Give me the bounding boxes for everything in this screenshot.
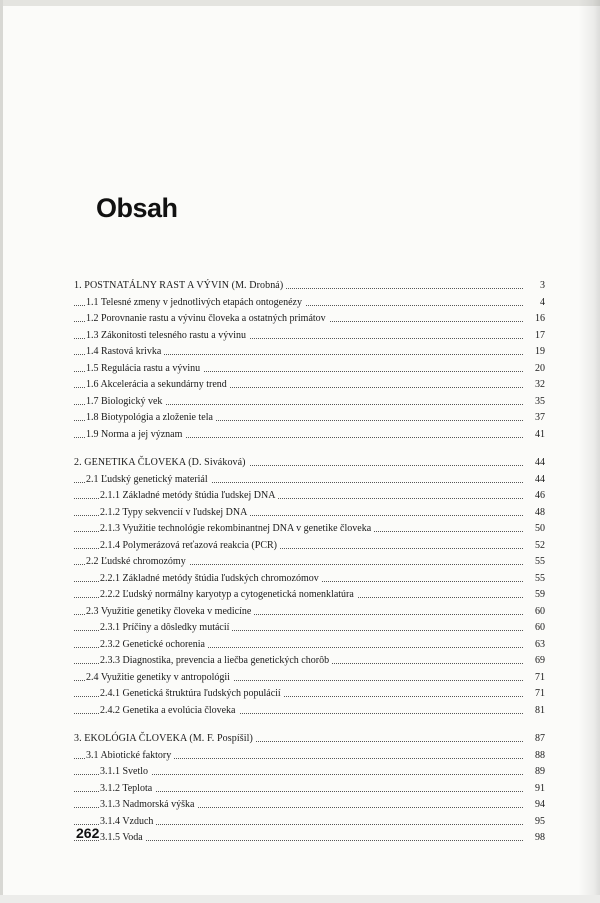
toc-entry-label: 1. POSTNATÁLNY RAST A VÝVIN (M. Drobná)	[74, 279, 286, 293]
toc-entry-page: 55	[523, 572, 545, 586]
toc-entry-label: 1.9 Norma a jej význam	[86, 428, 185, 442]
toc-entry-page: 55	[523, 555, 545, 569]
toc-entry	[74, 522, 545, 536]
toc-entry	[74, 831, 545, 845]
toc-entry	[74, 395, 545, 409]
toc-entry	[74, 312, 545, 326]
toc-entry	[74, 782, 545, 796]
toc-entry-page: 44	[523, 456, 545, 470]
toc-entry-label: 2. GENETIKA ČLOVEKA (D. Siváková)	[74, 456, 249, 470]
toc-entry	[74, 815, 545, 829]
toc-entry	[74, 539, 545, 553]
toc-entry-label: 2.1.1 Základné metódy štúdia ľudskej DNA	[100, 489, 278, 503]
toc-entry-page: 60	[523, 605, 545, 619]
toc-entry-page: 37	[523, 411, 545, 425]
toc-entry-label: 3.1 Abiotické faktory	[86, 749, 174, 763]
toc-entry-label: 2.1.2 Typy sekvencií v ľudskej DNA	[100, 506, 250, 520]
toc-entry-page: 71	[523, 671, 545, 685]
toc-entry	[74, 687, 545, 701]
scan-bottom-edge	[0, 895, 600, 903]
toc-entry	[74, 555, 545, 569]
toc-entry-page: 81	[523, 704, 545, 718]
toc-entry-label: 3. EKOLÓGIA ČLOVEKA (M. F. Pospíšil)	[74, 732, 256, 746]
toc-entry-label: 2.3.2 Genetické ochorenia	[100, 638, 208, 652]
toc-entry-page: 89	[523, 765, 545, 779]
toc-entry	[74, 704, 545, 718]
toc-entry-page: 98	[523, 831, 545, 845]
toc-entry-label: 1.4 Rastová krivka	[86, 345, 164, 359]
toc-entry-label: 3.1.1 Svetlo	[100, 765, 151, 779]
toc-entry-label: 2.2 Ľudské chromozómy	[86, 555, 189, 569]
toc-entry-page: 87	[523, 732, 545, 746]
toc-entry	[74, 671, 545, 685]
toc-entry-page: 44	[523, 473, 545, 487]
toc-entry-label: 1.7 Biologický vek	[86, 395, 165, 409]
toc-entry-page: 95	[523, 815, 545, 829]
page-title: Obsah	[96, 193, 178, 223]
scan-top-edge	[0, 0, 600, 6]
toc-entry-page: 32	[523, 378, 545, 392]
toc-entry-page: 46	[523, 489, 545, 503]
toc-entry	[74, 473, 545, 487]
toc-entry-label: 1.3 Zákonitosti telesného rastu a vývinu	[86, 329, 249, 343]
toc-entry	[74, 765, 545, 779]
toc-entry	[74, 329, 545, 343]
toc-entry-label: 2.4.1 Genetická štruktúra ľudských populácií	[100, 687, 284, 701]
toc-entry-page: 19	[523, 345, 545, 359]
toc-entry-label: 1.1 Telesné zmeny v jednotlivých etapách ontogenézy	[86, 296, 305, 310]
toc-entry-page: 63	[523, 638, 545, 652]
toc-entry-page: 35	[523, 395, 545, 409]
toc-entry	[74, 489, 545, 503]
toc-entry	[74, 378, 545, 392]
scan-left-edge	[0, 0, 3, 903]
toc-entry-label: 2.3.1 Príčiny a dôsledky mutácií	[100, 621, 232, 635]
toc-entry-label: 3.1.3 Nadmorská výška	[100, 798, 197, 812]
toc-entry-page: 59	[523, 588, 545, 602]
toc-entry-label: 1.5 Regulácia rastu a vývinu	[86, 362, 203, 376]
toc-entry-page: 69	[523, 654, 545, 668]
toc-entry-page: 94	[523, 798, 545, 812]
toc-entry-label: 2.2.2 Ľudský normálny karyotyp a cytogenetická nomenklatúra	[100, 588, 357, 602]
toc-entry	[74, 621, 545, 635]
toc-entry-page: 52	[523, 539, 545, 553]
toc-entry-page: 41	[523, 428, 545, 442]
toc-entry-label: 2.1 Ľudský genetický materiál	[86, 473, 211, 487]
toc-entry	[74, 428, 545, 442]
toc-entry	[74, 732, 545, 746]
toc-entry-label: 2.4.2 Genetika a evolúcia človeka	[100, 704, 239, 718]
toc-entry-label: 2.1.3 Využitie technológie rekombinantnej DNA v genetike človeka	[100, 522, 374, 536]
toc-entry-label: 2.3.3 Diagnostika, prevencia a liečba genetických chorôb	[100, 654, 332, 668]
toc-entry	[74, 654, 545, 668]
toc-entry-label: 2.4 Využitie genetiky v antropológii	[86, 671, 233, 685]
toc-entry-page: 50	[523, 522, 545, 536]
toc-entry-label: 3.1.2 Teplota	[100, 782, 155, 796]
toc-entry-page: 48	[523, 506, 545, 520]
toc-entry-page: 20	[523, 362, 545, 376]
toc-entry-label: 2.3 Využitie genetiky človeka v medicíne	[86, 605, 254, 619]
toc-entry	[74, 279, 545, 293]
toc-entry-label: 1.8 Biotypológia a zloženie tela	[86, 411, 216, 425]
toc-entry	[74, 456, 545, 470]
toc-entry-label: 1.6 Akcelerácia a sekundárny trend	[86, 378, 230, 392]
toc-entry	[74, 798, 545, 812]
scan-right-shadow	[578, 0, 600, 903]
toc-entry	[74, 638, 545, 652]
toc-entry-label: 2.2.1 Základné metódy štúdia ľudských chromozómov	[100, 572, 322, 586]
toc-entry-label: 3.1.4 Vzduch	[100, 815, 156, 829]
toc-entry	[74, 749, 545, 763]
toc-entry	[74, 362, 545, 376]
toc-entry	[74, 296, 545, 310]
toc-entry	[74, 605, 545, 619]
toc-entry-label: 2.1.4 Polymerázová reťazová reakcia (PCR)	[100, 539, 280, 553]
toc-entry-page: 17	[523, 329, 545, 343]
toc-entry-page: 71	[523, 687, 545, 701]
toc-entry-page: 16	[523, 312, 545, 326]
toc-entry-page: 4	[523, 296, 545, 310]
toc-entry-page: 60	[523, 621, 545, 635]
toc-entry-label: 1.2 Porovnanie rastu a vývinu človeka a ostatných primátov	[86, 312, 329, 326]
toc-entry-label: 3.1.5 Voda	[100, 831, 146, 845]
toc-entry	[74, 506, 545, 520]
toc-entry	[74, 411, 545, 425]
toc-entry-page: 3	[523, 279, 545, 293]
toc-entry	[74, 572, 545, 586]
toc-entry	[74, 588, 545, 602]
table-of-contents	[74, 279, 545, 848]
section-gap	[74, 720, 545, 732]
toc-entry-page: 91	[523, 782, 545, 796]
toc-entry-page: 88	[523, 749, 545, 763]
page-number: 262	[76, 825, 100, 841]
section-gap	[74, 444, 545, 456]
toc-entry	[74, 345, 545, 359]
